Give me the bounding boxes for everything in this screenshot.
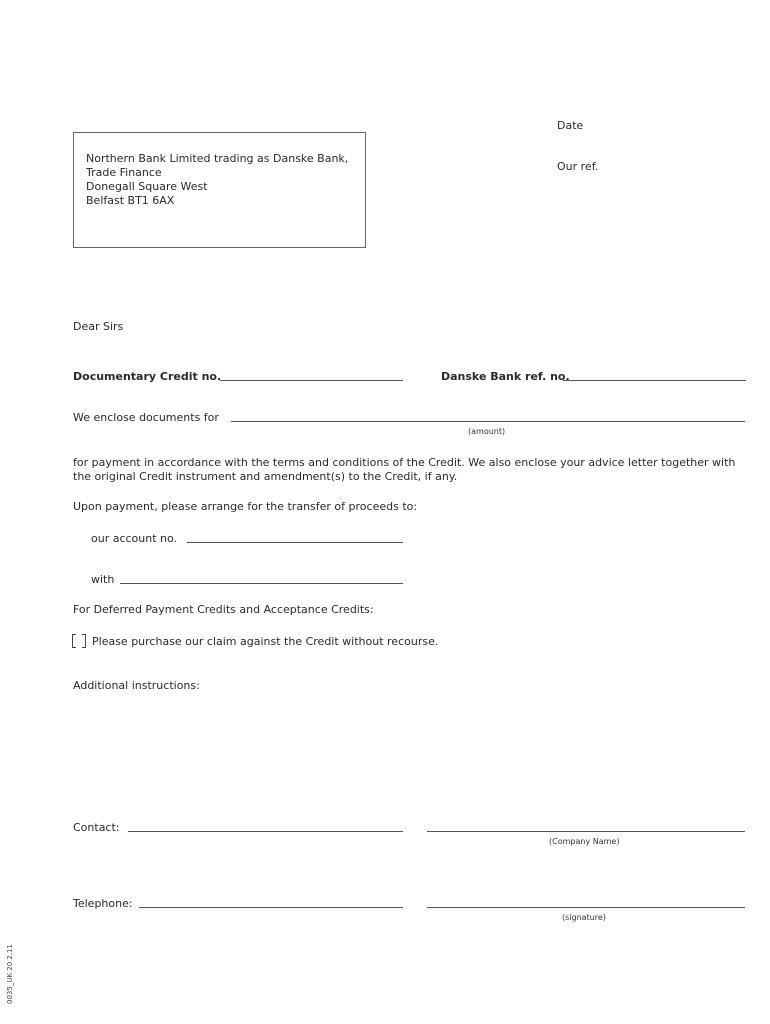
amount-field[interactable] — [231, 421, 745, 422]
purchase-checkbox-label: Please purchase our claim against the Credit without recourse. — [92, 635, 439, 648]
documentary-credit-label: Documentary Credit no. — [73, 370, 222, 383]
purchase-checkbox[interactable] — [72, 634, 86, 648]
documentary-credit-field[interactable] — [220, 380, 403, 381]
salutation: Dear Sirs — [73, 320, 124, 333]
account-field[interactable] — [187, 542, 403, 543]
additional-instructions-area[interactable] — [73, 695, 745, 815]
enclose-label: We enclose documents for — [73, 411, 219, 424]
our-ref-label: Our ref. — [557, 160, 599, 173]
address-box — [73, 132, 366, 248]
contact-field[interactable] — [128, 831, 403, 832]
with-label: with — [91, 573, 115, 586]
company-name-caption: (Company Name) — [549, 837, 620, 846]
contact-label: Contact: — [73, 821, 120, 834]
danske-ref-label: Danske Bank ref. no. — [441, 370, 570, 383]
telephone-field[interactable] — [139, 907, 403, 908]
address-line-2: Trade Finance — [86, 166, 162, 179]
form-code: 0035_UK 20 2.11 — [6, 944, 14, 1004]
with-field[interactable] — [120, 583, 403, 584]
signature-caption: (signature) — [562, 913, 606, 922]
danske-ref-field[interactable] — [563, 380, 746, 381]
address-line-4: Belfast BT1 6AX — [86, 194, 175, 207]
checkbox-corner — [82, 647, 85, 648]
additional-instructions-label: Additional instructions: — [73, 679, 200, 692]
telephone-label: Telephone: — [73, 897, 133, 910]
transfer-label: Upon payment, please arrange for the transfer of proceeds to: — [73, 500, 418, 513]
company-name-field[interactable] — [427, 831, 745, 832]
deferred-label: For Deferred Payment Credits and Acceptance Credits: — [73, 603, 374, 616]
account-label: our account no. — [91, 532, 178, 545]
amount-caption: (amount) — [468, 427, 506, 436]
signature-field[interactable] — [427, 907, 745, 908]
address-line-1: Northern Bank Limited trading as Danske Bank, — [86, 152, 349, 165]
date-label: Date — [557, 119, 584, 132]
payment-paragraph: for payment in accordance with the terms and conditions of the Credit. We also enclose your advice letter together with the original Credit instrument and amendment(s) to the Credit, if any. — [73, 456, 736, 483]
checkbox-corner — [82, 634, 85, 635]
address-line-3: Donegall Square West — [86, 180, 208, 193]
